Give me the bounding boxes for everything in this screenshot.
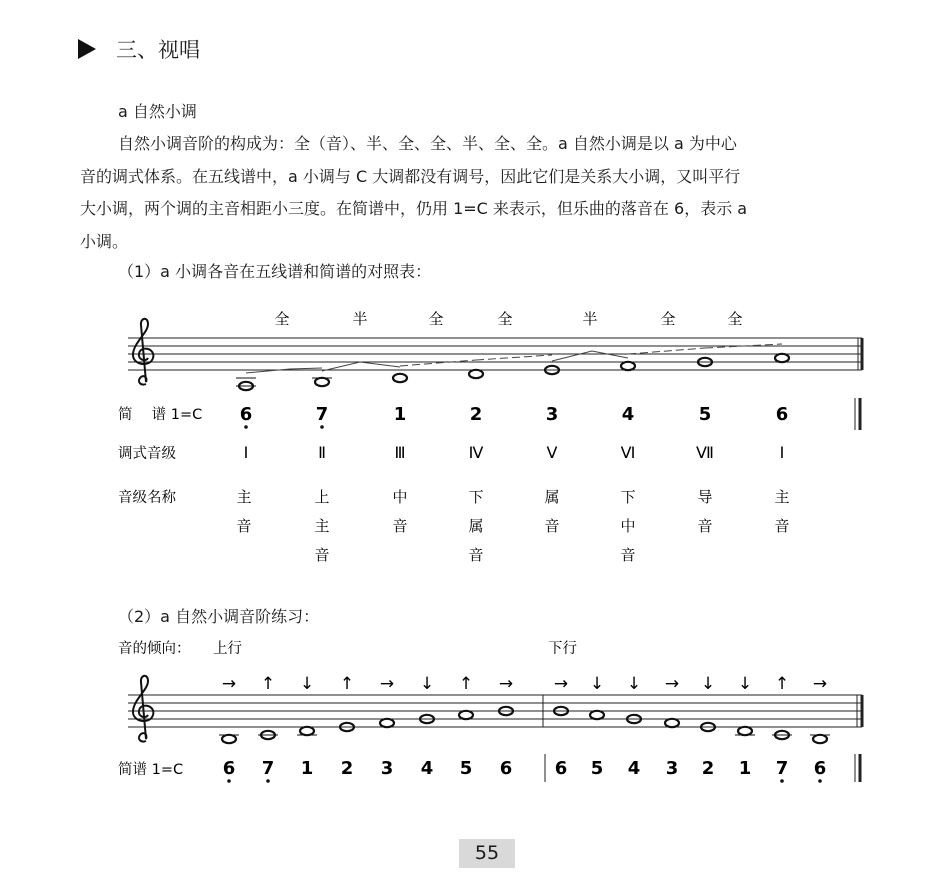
jianpu-digit: 6: [499, 758, 513, 779]
name-char: 属: [468, 517, 484, 535]
names-row-label: 音级名称: [118, 490, 176, 506]
tendency-label: 音的倾向：: [118, 641, 191, 657]
jianpu-digit: 5: [590, 758, 604, 779]
name-char: 下: [468, 488, 484, 506]
low-octave-dot: [244, 425, 248, 429]
name-char: 主: [236, 488, 252, 506]
degree-row-label: 调式音级: [118, 446, 176, 462]
jianpu-digit: 5: [459, 758, 473, 779]
paragraph-line: 自然小调音阶的构成为：全（音）、半、全、全、半、全、全。a 自然小调是以 a 为中心: [118, 134, 737, 153]
jianpu-digit: 7: [315, 404, 329, 425]
degree-numeral: Ⅶ: [696, 443, 714, 462]
arrow-icon: ↓: [626, 674, 642, 694]
degree-numeral: Ⅳ: [468, 443, 484, 462]
note-d4: [469, 370, 483, 378]
arrow-icon: ↑: [339, 674, 355, 694]
step-label: 全: [274, 310, 290, 328]
step-label: 全: [727, 310, 743, 328]
name-char: 音: [697, 517, 713, 535]
name-char: 中: [620, 517, 636, 535]
low-octave-dot: [227, 779, 231, 783]
jianpu-digit: 4: [621, 404, 635, 425]
arrow-icon: ↓: [589, 674, 605, 694]
low-octave-dot: [818, 779, 822, 783]
jianpu-end-barline: [855, 754, 860, 782]
exercise-staff: [0, 632, 931, 792]
staff-lines: [128, 338, 862, 370]
jianpu-digit: 6: [813, 758, 827, 779]
degree-numeral: Ⅴ: [546, 443, 558, 462]
jianpu-end-barline: [855, 398, 860, 430]
name-char: 音: [544, 517, 560, 535]
arrow-icon: ↓: [737, 674, 753, 694]
arrow-icon: ↓: [299, 674, 315, 694]
arrow-icon: →: [221, 674, 237, 694]
section1-caption: （1）a 小调各音在五线谱和简谱的对照表：: [118, 262, 432, 281]
note-a4: [775, 354, 789, 362]
jianpu-digit: 2: [701, 758, 715, 779]
degree-numeral: Ⅰ: [243, 443, 249, 462]
name-char: 下: [620, 488, 636, 506]
name-char: 音: [314, 546, 330, 564]
name-char: 中: [392, 488, 408, 506]
arrow-icon: →: [498, 674, 514, 694]
note-b3: [315, 378, 329, 386]
jianpu-digit: 7: [775, 758, 789, 779]
name-char: 上: [314, 488, 330, 506]
name-char: 音: [236, 517, 252, 535]
arrow-icon: ↑: [774, 674, 790, 694]
jianpu-digit: 6: [239, 404, 253, 425]
degree-numeral: Ⅱ: [318, 443, 326, 462]
jianpu-row: [240, 404, 789, 425]
jianpu-digit: 1: [393, 404, 407, 425]
jianpu-digit: 2: [469, 404, 483, 425]
ascending-label: 上行: [213, 641, 242, 657]
arrow-icon: →: [812, 674, 828, 694]
degree-numeral: Ⅲ: [394, 443, 406, 462]
jianpu-row-label: 简谱 1=C: [118, 762, 184, 778]
low-octave-dot: [320, 425, 324, 429]
subheading: a 自然小调: [118, 102, 197, 121]
name-char: 音: [468, 546, 484, 564]
degree-numeral: Ⅰ: [779, 443, 785, 462]
step-label: 半: [352, 310, 368, 328]
jianpu-digit: 4: [420, 758, 434, 779]
treble-clef-icon: [133, 319, 153, 385]
name-char: 主: [774, 488, 790, 506]
note-c4: [393, 374, 407, 382]
jianpu-digit: 1: [300, 758, 314, 779]
low-octave-dot: [780, 779, 784, 783]
jianpu-digit: 2: [340, 758, 354, 779]
step-label: 半: [582, 310, 598, 328]
arrow-icon: →: [553, 674, 569, 694]
name-char: 属: [544, 488, 560, 506]
body-paragraph: [80, 128, 900, 258]
jianpu-digit: 6: [222, 758, 236, 779]
paragraph-line: 小调。: [80, 231, 129, 251]
arrow-icon: →: [379, 674, 395, 694]
triangle-bullet-icon: [78, 39, 96, 59]
jianpu-digit: 6: [775, 404, 789, 425]
steps-row: [274, 310, 742, 328]
name-char: 音: [392, 517, 408, 535]
section2-caption: （2）a 自然小调音阶练习：: [118, 607, 320, 626]
step-label: 全: [660, 310, 676, 328]
staff-lines: [128, 695, 862, 727]
treble-clef-icon: [133, 676, 153, 742]
arrow-icon: ↓: [419, 674, 435, 694]
arrow-icon: ↑: [260, 674, 276, 694]
whole-notes: [236, 354, 789, 390]
jianpu-row: [223, 758, 827, 779]
whole-notes: [219, 707, 830, 743]
step-label: 全: [428, 310, 444, 328]
degree-row: [244, 443, 785, 462]
degree-numeral: Ⅵ: [620, 443, 636, 462]
arrow-icon: →: [664, 674, 680, 694]
jianpu-digit: 3: [665, 758, 679, 779]
jianpu-digit: 6: [554, 758, 568, 779]
degree-names: [236, 488, 789, 564]
name-char: 音: [620, 546, 636, 564]
jianpu-digit: 5: [698, 404, 712, 425]
heading-text: 三、视唱: [116, 38, 200, 62]
step-label: 全: [497, 310, 513, 328]
paragraph-line: 大小调，两个调的主音相距小三度。在简谱中，仍用 1=C 来表示，但乐曲的落音在 6，表示 a: [80, 199, 748, 218]
jianpu-row-label: 简 谱 1=C: [118, 407, 203, 423]
name-char: 主: [314, 517, 330, 535]
section-heading: [78, 34, 200, 64]
name-char: 导: [697, 488, 713, 506]
low-octave-dot: [266, 779, 270, 783]
arrow-icon: ↓: [700, 674, 716, 694]
paragraph-line: 音的调式体系。在五线谱中，a 小调与 C 大调都没有调号，因此它们是关系大小调，又叫平行: [80, 166, 741, 186]
jianpu-digit: 4: [627, 758, 641, 779]
comparison-staff: [0, 300, 931, 580]
jianpu-digit: 3: [545, 404, 559, 425]
name-char: 音: [774, 517, 790, 535]
jianpu-digit: 3: [380, 758, 394, 779]
tendency-arrows: [222, 674, 827, 694]
note-f4: [621, 362, 635, 370]
arrow-icon: ↑: [458, 674, 474, 694]
page-number: 55: [459, 839, 515, 868]
jianpu-digit: 1: [738, 758, 752, 779]
descending-label: 下行: [548, 641, 577, 657]
jianpu-digit: 7: [261, 758, 275, 779]
